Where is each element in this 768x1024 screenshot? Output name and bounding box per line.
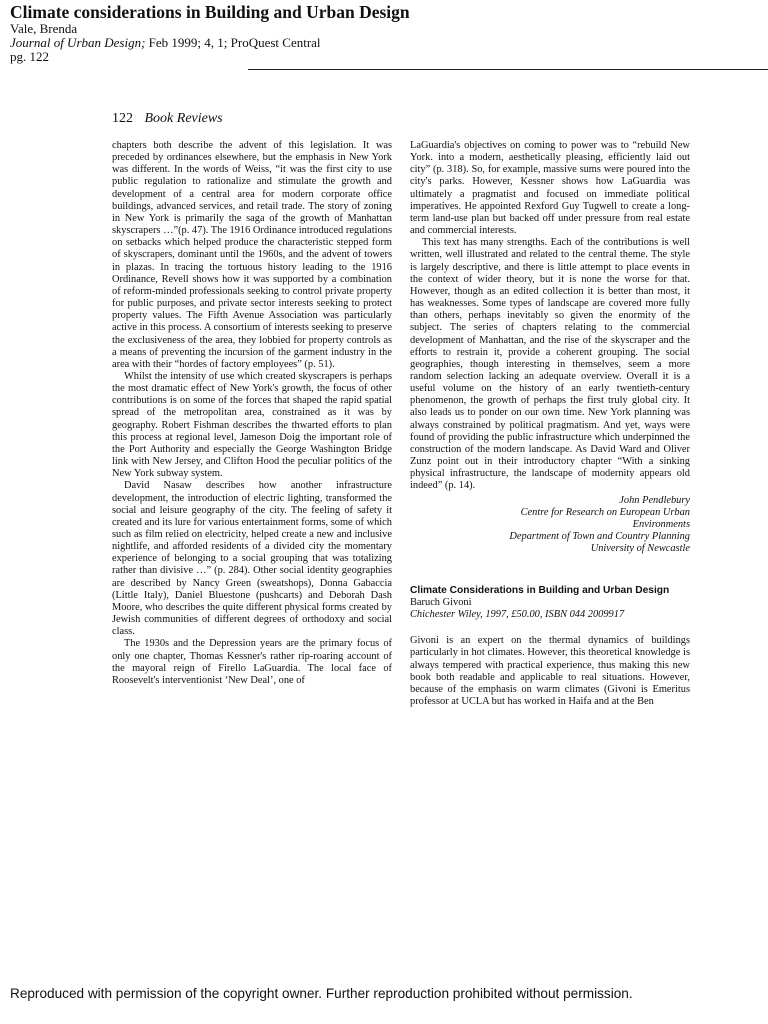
journal-name: Journal of Urban Design;	[10, 35, 146, 50]
header-divider	[248, 69, 768, 70]
paragraph: LaGuardia's objectives on coming to power was to “rebuild New York. into a modern, aesthetically pleasing, efficiently laid out city” (p. 318). So, for example, massive sums were poured into the city's parks. However, Kessner shows how LaGuardia was ultimately a pragmatist and focused on immediate political imperatives. He appointed Rexford Guy Tugwell to create a long-term land-use plan but backed off under pressure from real estate and commercial interests.	[410, 140, 690, 237]
paragraph: Whilst the intensity of use which created skyscrapers is perhaps the most dramatic effect of New York's growth, the focus of other contributions is on some of the forces that shaped the rapid spatial spread of the metropolitan area, constrained as it was by geography. Robert Fishman describes the thwarted efforts to plan this process at regional level, Jameson Doig the important role of the Port Authority and especially the George Washington Bridge link with New Jersey, and Clifton Hood the peculiar politics of the New York subway system.	[112, 370, 392, 480]
reviewer-signature	[410, 495, 690, 556]
paragraph: Givoni is an expert on the thermal dynamics of buildings particularly in hot climates. However, this theoretical knowledge is always tempered with practical experience, thus making this new book both readable and applicable to real situations. However, because of the emphasis on warm climates (Givoni is Emeritus professor at UCLA but has worked in Haifa and at the Ben	[410, 635, 690, 708]
paragraph: David Nasaw describes how another infrastructure development, the introduction of electric lighting, transformed the social and leisure geography of the city. The feeling of safety it created and its lure for various entertainment forms, some of which such as film relied on electricity, helped create a new and inclusive nightlife, and afforded residents of a divided city the momentary experience of belonging to a social grouping that was totalizing rather than divisive …” (p. 284). Other social identity geographies are described by Nancy Green (sweatshops), Donna Gabaccia (Little Italy), Daniel Bluestone (pushcarts) and Deborah Dash Moore, who describes the quite different physical forms created by Jewish communities of different degrees of orthodoxy and social class.	[112, 480, 392, 638]
document-title: Climate considerations in Building and Urban Design	[10, 2, 410, 22]
citation-line	[10, 36, 750, 50]
reviewer-affiliation: University of Newcastle	[590, 543, 690, 555]
review-book-publication: Chichester Wiley, 1997, £50.00, ISBN 044 2009917	[410, 609, 625, 621]
reviewer-name: John Pendlebury	[619, 494, 690, 506]
author-line: Vale, Brenda	[10, 21, 78, 36]
reviewer-affiliation: Department of Town and Country Planning	[509, 531, 690, 542]
page-number: 122	[112, 111, 133, 126]
reviewer-affiliation: Environments	[632, 518, 690, 530]
page-reference: pg. 122	[10, 49, 49, 64]
review-book-author: Baruch Givoni	[410, 597, 472, 609]
reviewer-affiliation: Centre for Research on European Urban	[520, 506, 690, 518]
review-book-title: Climate Considerations in Building and Urban Design	[410, 585, 670, 597]
right-column	[410, 140, 690, 708]
section-title: Book Reviews	[144, 111, 223, 126]
copyright-footer: Reproduced with permission of the copyright owner. Further reproduction prohibited without permission.	[10, 986, 633, 1001]
issue-info: Feb 1999; 4, 1; ProQuest Central	[145, 35, 321, 50]
paragraph: The 1930s and the Depression years are the primary focus of only one chapter, Thomas Kessner's rather rip-roaring account of the mayoral reign of Firello LaGuardia. The local face of Roosevelt's interventionist ‘New Deal’, one of	[112, 638, 392, 686]
left-column	[112, 140, 392, 687]
running-head	[112, 111, 223, 127]
document-header	[10, 2, 750, 64]
paragraph: chapters both describe the advent of this legislation. It was preceded by ordinances elsewhere, but the emphasis in New York was different. In the words of Weiss, “it was the first city to use public regulation to rationalize and stimulate the growth and development of a central area for modern corporate office buildings, advanced services, and retail trade. The story of zoning in New York is primarily the saga of the growth of Manhattan skyscrapers …”(p. 47). The 1916 Ordinance introduced regulations on setbacks which helped produce the characteristic stepped form of skyscrapers, dominant until the 1960s, and the advent of towers in plazas. In tracing the tortuous history leading to the 1916 Ordinance, Revell shows how it was supported by a combination of reform-minded professionals seeking to control private property for public purposes, and private sector interests seeking to protect property values. The Fifth Avenue Association was particularly active in this process. A consortium of interests seeking to preserve the exclusiveness of the area, they lobbied for property controls as a means of preventing the incursion of the garment industry in the area with their “hordes of factory employees” (p. 51).	[112, 140, 392, 370]
paragraph: This text has many strengths. Each of the contributions is well written, well illustrated and related to the central theme. The style is largely descriptive, and there is little attempt to place events in the context of wider theory, but it is none the worse for that. However, though as an edited collection it is better than most, it has weaknesses. Some types of landscape are covered more fully than others, perhaps inevitably so given the enormity of the subject. The series of chapters relating to the commercial development of Manhattan, and the rise of the skyscraper and the efforts to restrain it, provide a coherent grouping. The social geographies, though interesting in themselves, seem a more random selection lacking an adequate overview. Overall it is a useful volume on the history of an early twentieth-century phenomenon, the growth of perhaps the first truly global city. It also leads us to ponder on our own time. New York planning was always constrained by political pragmatism. And yet, ways were found of providing the public infrastructure which underpinned the construction of the modern landscape. As David Ward and Oliver Zunz point out in their introductory chapter “With a sinking physical infrastructure, the landscape of modernity appears old indeed” (p. 14).	[410, 237, 690, 492]
